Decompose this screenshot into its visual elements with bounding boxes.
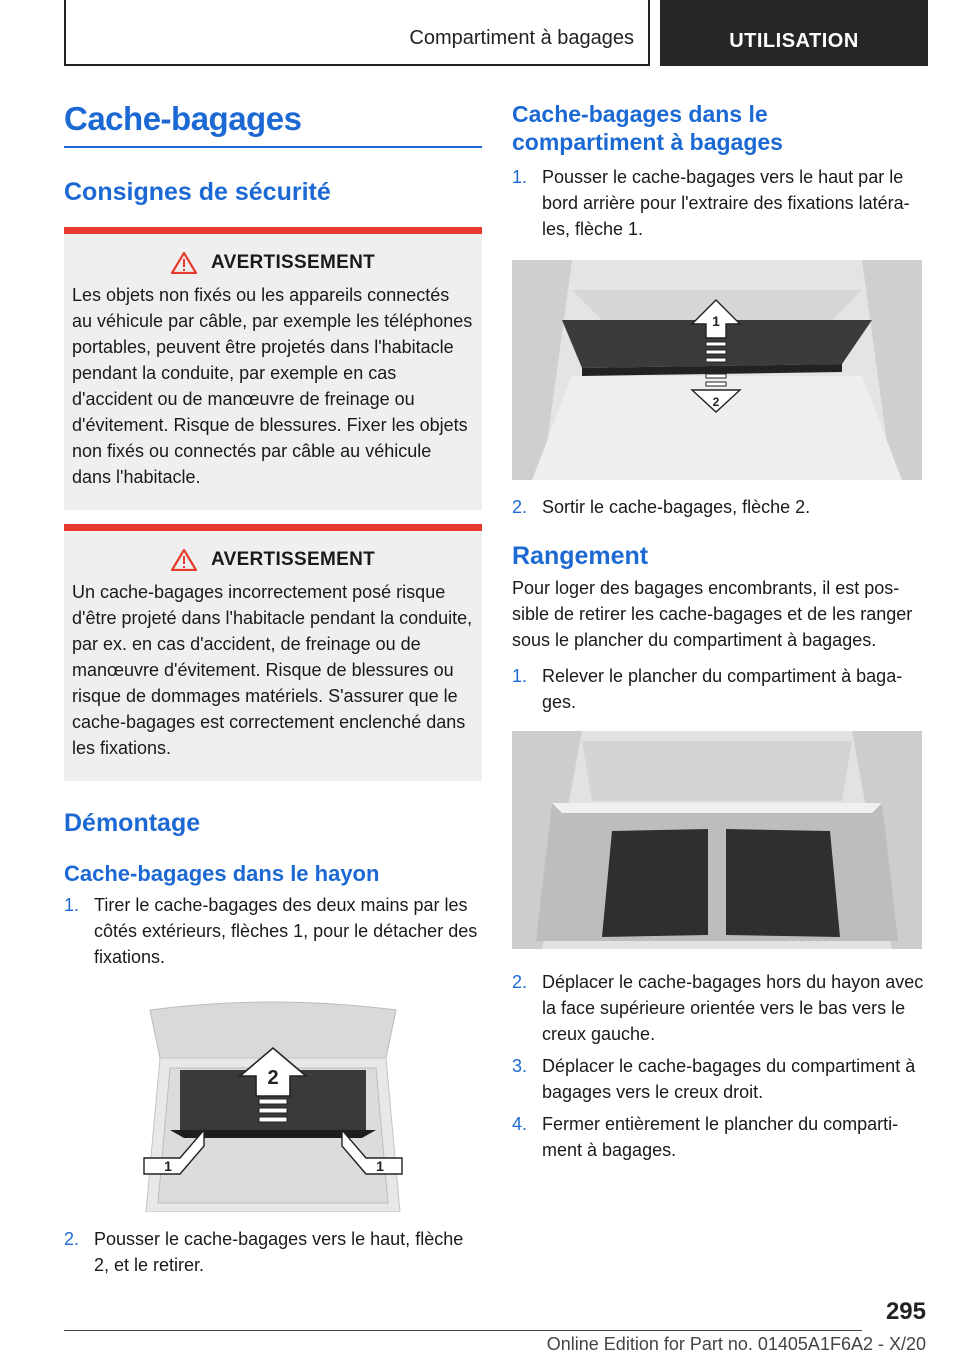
trunk-illustration	[512, 260, 922, 480]
figure-label: 2	[712, 395, 720, 409]
step-number: 3.	[512, 1056, 528, 1076]
list-item	[512, 969, 924, 1047]
list-item	[512, 663, 924, 715]
figure-label: 1	[376, 1157, 384, 1174]
step-number: 1.	[512, 666, 528, 686]
left-column	[64, 100, 482, 1278]
step-text: Fermer entièrement le plancher du compartiment à bagages.	[542, 1114, 899, 1160]
section-title: Compartiment à bagages	[64, 0, 650, 66]
list-item	[512, 1111, 924, 1163]
step-number: 2.	[64, 1228, 80, 1249]
warning-triangle-icon	[171, 549, 197, 571]
step-text: Sortir le cache-bagages, flèche 2.	[542, 497, 811, 517]
list-item	[512, 1053, 924, 1105]
warning-triangle-icon	[171, 252, 197, 274]
warning-label: AVERTISSEMENT	[210, 252, 375, 273]
step-number: 1.	[64, 894, 80, 915]
list-item	[64, 892, 482, 970]
list-item	[64, 1226, 482, 1278]
tailgate-illustration	[140, 998, 406, 1212]
tailgate-figure	[140, 998, 406, 1212]
figure-label: 1	[164, 1157, 172, 1174]
step-text: Pousser le cache-bagages vers le haut, flèche 2, et le retirer.	[94, 1228, 464, 1275]
list-item	[512, 494, 924, 520]
step-number: 2.	[512, 497, 528, 517]
page-header	[64, 0, 928, 66]
tailgate-heading: Cache-bagages dans le hayon	[64, 861, 380, 886]
warning-box-2	[64, 524, 482, 781]
list-item	[512, 164, 924, 242]
step-number: 1.	[512, 167, 528, 187]
warning-header	[72, 252, 474, 274]
step-text: Pousser le cache-bagages vers le haut par le bord arrière pour l'extraire des fixations latérales, flèche 1.	[542, 167, 910, 239]
storage-text: Pour loger des bagages encombrants, il est possible de retirer les cache-bagages et de les ranger sous le plancher du compartiment à bagages.	[512, 578, 913, 650]
trunk-figure-1	[512, 260, 922, 480]
warning-label: AVERTISSEMENT	[210, 549, 375, 570]
trunk-figure-2	[512, 731, 922, 949]
step-number: 2.	[512, 972, 528, 992]
step-text: Tirer le cache-bagages des deux mains par les côtés extérieurs, flèches 1, pour le détacher des fixations.	[94, 894, 478, 967]
warning-text: Un cache-bagages incorrectement posé risque d'être projeté dans l'habitacle pendant la conduite, par ex. en cas d'accident, de freinage ou de manœuvre d'évitement. Risque de blessures ou risque de dommages matériels. S'assurer que le cache-bagages est correctement enclenché dans les fixations.	[72, 582, 473, 758]
figure-label: 1	[712, 313, 720, 329]
step-text: Déplacer le cache-bagages hors du hayon avec la face supérieure orientée vers le bas vers le creux gauche.	[542, 972, 924, 1044]
storage-heading: Rangement	[512, 542, 649, 570]
warning-text: Les objets non fixés ou les appareils connectés au véhicule par câble, par exemple les téléphones portables, peuvent être projetés dans l'habitacle pendant la conduite, par exemple en cas d'accident ou de manœuvre de freinage ou d'évitement. Risque de blessures. Fixer les objets non fixés ou connectés par câble au véhicule dans l'habitacle.	[72, 285, 473, 487]
step-text: Relever le plancher du compartiment à bagages.	[542, 666, 903, 712]
step-number: 4.	[512, 1114, 528, 1134]
edition-text: Online Edition for Part no. 01405A1F6A2 - X/20	[546, 1334, 926, 1354]
page-number: 295	[885, 1298, 926, 1325]
page-title: Cache-bagages	[64, 100, 482, 148]
right-column	[512, 100, 924, 1163]
trunk-heading: Cache-bagages dans le compartiment à bagages	[512, 101, 783, 155]
warning-box-1	[64, 227, 482, 510]
figure-label: 2	[267, 1066, 279, 1089]
underfloor-illustration	[512, 731, 922, 949]
step-text: Déplacer le cache-bagages du compartiment à bagages vers le creux droit.	[542, 1056, 916, 1102]
removal-heading: Démontage	[64, 809, 201, 837]
safety-heading: Consignes de sécurité	[64, 178, 331, 206]
warning-header	[72, 549, 474, 571]
chapter-tab: UTILISATION	[660, 0, 928, 66]
footer-divider	[64, 1330, 862, 1331]
